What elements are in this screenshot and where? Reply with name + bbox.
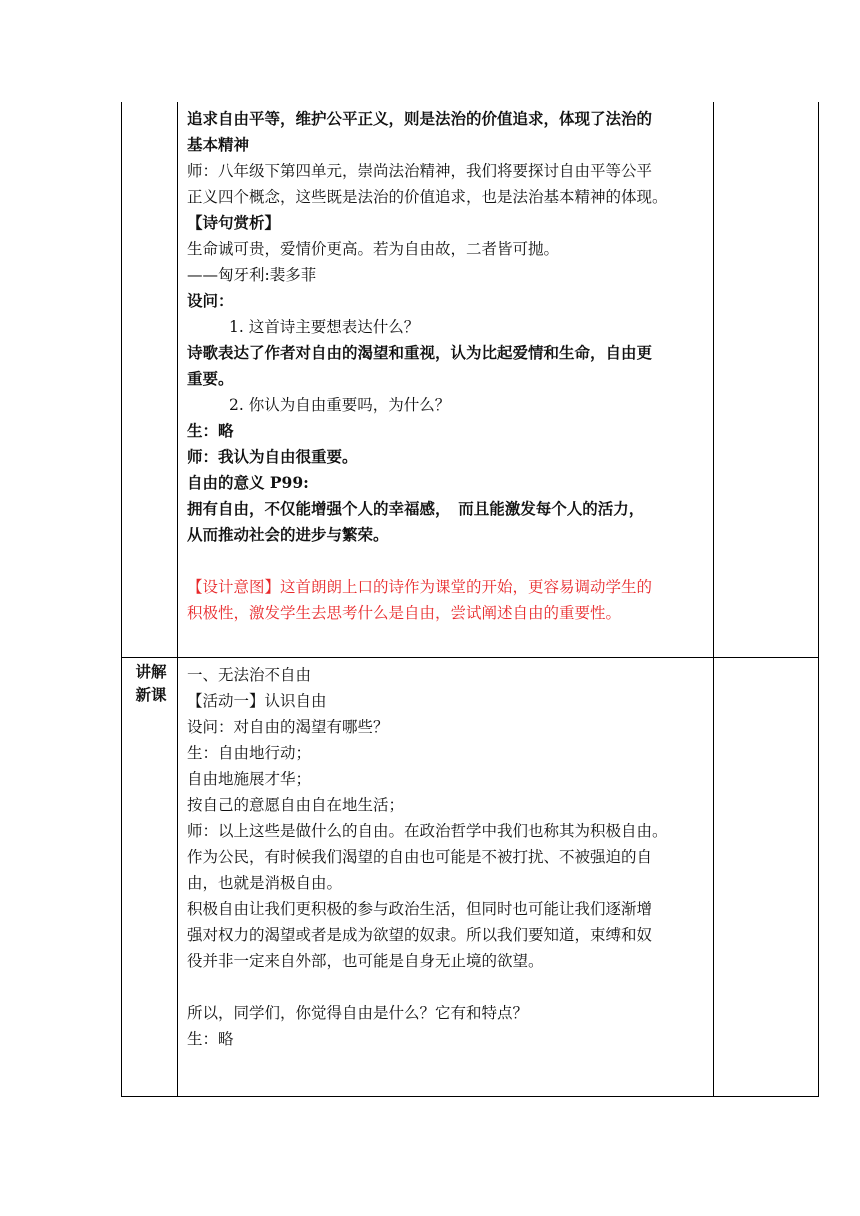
activity-heading: 【活动一】认识自由: [187, 692, 327, 710]
student-reply: 生：略: [187, 421, 234, 440]
text-line: 师：以上这些是做什么的自由。在政治哲学中我们也称其为积极自由。: [187, 822, 668, 840]
answer-line: 诗歌表达了作者对自由的渴望和重视，认为比起爱情和生命，自由更: [187, 343, 653, 362]
table-border-right: [818, 102, 819, 1097]
table-row-divider: [121, 657, 819, 658]
section2-content: [187, 662, 709, 1052]
text-line: 由，也就是消极自由。: [187, 874, 343, 892]
table-border-bottom: [121, 1096, 819, 1097]
text-line: 设问：对自由的渴望有哪些？: [187, 718, 389, 736]
text-line: 生：略: [187, 1030, 234, 1048]
table-border-left: [121, 102, 122, 1097]
table-divider-2: [713, 102, 714, 1097]
blank-line: [187, 974, 709, 1000]
design-intent: 【设计意图】这首朗朗上口的诗作为课堂的开始，更容易调动学生的: [187, 578, 653, 596]
text-line: 自由地施展才华；: [187, 770, 312, 788]
section1-content: [187, 106, 709, 626]
text-line: 追求自由平等，维护公平正义，则是法治的价值追求，体现了法治的: [187, 109, 653, 128]
text-line: 积极自由让我们更积极的参与政治生活，但同时也可能让我们逐渐增: [187, 900, 653, 918]
teacher-reply: 师：我认为自由很重要。: [187, 447, 358, 466]
text-line: 基本精神: [187, 135, 250, 154]
question-1: 1. 这首诗主要想表达什么？: [229, 318, 420, 336]
meaning-text: 拥有自由，不仅能增强个人的幸福感， 而且能激发每个人的活力，: [187, 499, 645, 518]
text-line: 师：八年级下第四单元，崇尚法治精神，我们将要探讨自由平等公平: [187, 162, 653, 180]
answer-line: 重要。: [187, 369, 234, 388]
question-label: 设问：: [187, 291, 234, 310]
text-line: 按自己的意愿自由自在地生活；: [187, 796, 405, 814]
section2-label: [126, 660, 176, 706]
section2-label-line1: 讲解: [135, 662, 167, 681]
meaning-heading: 自由的意义 P99:: [187, 473, 309, 492]
text-line: 役并非一定来自外部，也可能是自身无止境的欲望。: [187, 952, 544, 970]
table-divider-1: [177, 102, 178, 1097]
section2-heading: 一、无法治不自由: [187, 666, 312, 684]
text-line: 强对权力的渴望或者是成为欲望的奴隶。所以我们要知道，束缚和奴: [187, 926, 653, 944]
poem-text: 生命诚可贵，爱情价更高。若为自由故，二者皆可抛。: [187, 240, 560, 258]
design-intent: 积极性，激发学生去思考什么是自由，尝试阐述自由的重要性。: [187, 604, 622, 622]
text-line: 作为公民，有时候我们渴望的自由也可能是不被打扰、不被强迫的自: [187, 848, 653, 866]
text-line: 所以，同学们，你觉得自由是什么？它有和特点？: [187, 1004, 529, 1022]
poem-heading: 【诗句赏析】: [187, 213, 281, 232]
poem-author: ——匈牙利:裴多菲: [187, 266, 317, 284]
text-line: 正义四个概念，这些既是法治的价值追求，也是法治基本精神的体现。: [187, 188, 668, 206]
question-2: 2. 你认为自由重要吗，为什么？: [229, 396, 451, 414]
section2-label-line2: 新课: [135, 685, 167, 704]
meaning-text: 从而推动社会的进步与繁荣。: [187, 525, 389, 544]
text-line: 生：自由地行动；: [187, 744, 312, 762]
blank-line: [187, 548, 709, 574]
